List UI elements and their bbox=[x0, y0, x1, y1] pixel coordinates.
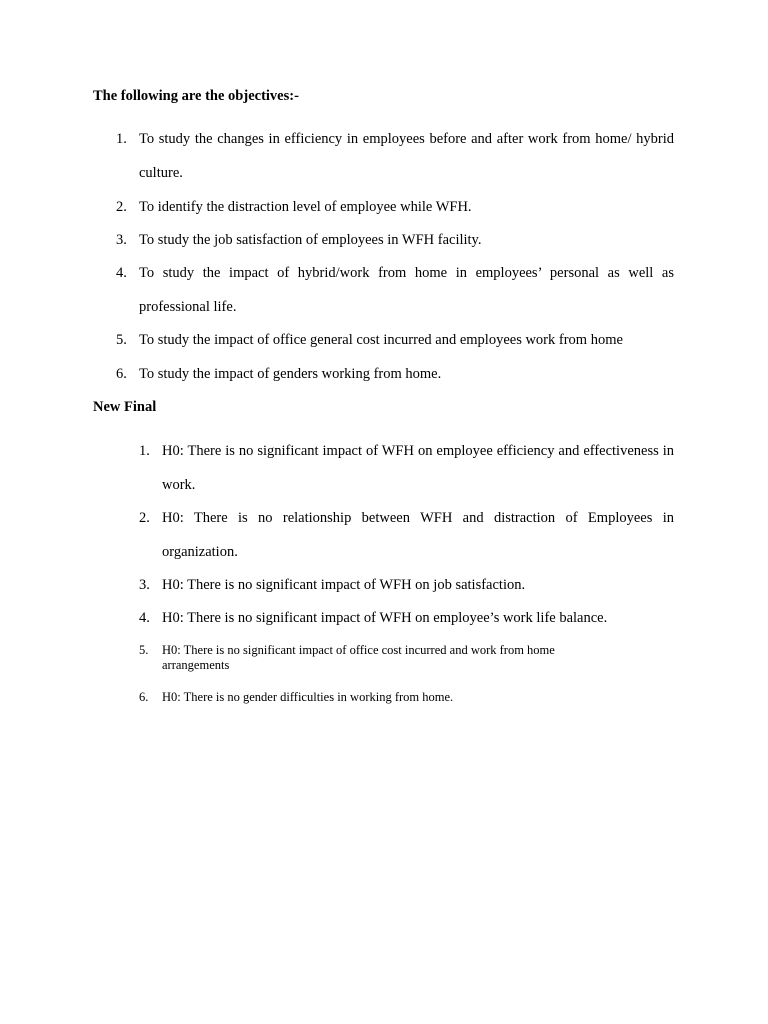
objective-item-2 bbox=[116, 190, 674, 224]
hypothesis-item-1 bbox=[139, 434, 674, 502]
objective-item-4 bbox=[116, 256, 674, 324]
list-text: H0: There is no significant impact of office cost incurred and work from home arrangements bbox=[162, 643, 555, 672]
list-number: 3. bbox=[116, 232, 127, 248]
objective-item-6 bbox=[116, 357, 674, 391]
list-number: 2. bbox=[139, 510, 150, 526]
list-text: To study the impact of genders working from home. bbox=[139, 366, 442, 382]
list-text: To study the job satisfaction of employees in WFH facility. bbox=[139, 232, 482, 248]
objectives-heading: The following are the objectives:- bbox=[93, 88, 299, 104]
list-number: 1. bbox=[116, 131, 127, 147]
list-text: To identify the distraction level of employee while WFH. bbox=[139, 199, 472, 215]
list-number: 2. bbox=[116, 199, 127, 215]
hypothesis-item-3 bbox=[139, 568, 674, 602]
list-text: To study the impact of office general cost incurred and employees work from home bbox=[139, 332, 623, 348]
list-text: To study the changes in efficiency in employees before and after work from home/ hybrid culture. bbox=[139, 131, 674, 181]
list-text: To study the impact of hybrid/work from home in employees’ personal as well as professional life. bbox=[139, 265, 674, 315]
list-text: H0: There is no significant impact of WFH on job satisfaction. bbox=[162, 577, 526, 593]
list-number: 4. bbox=[116, 265, 127, 281]
list-text: H0: There is no relationship between WFH and distraction of Employees in organization. bbox=[162, 510, 674, 560]
list-number: 5. bbox=[116, 332, 127, 348]
list-number: 3. bbox=[139, 577, 150, 593]
hypothesis-item-2 bbox=[139, 501, 674, 569]
list-text: H0: There is no significant impact of WFH on employee’s work life balance. bbox=[162, 610, 608, 626]
list-number: 4. bbox=[139, 610, 150, 626]
list-number: 5. bbox=[139, 643, 149, 657]
objective-item-5 bbox=[116, 323, 674, 357]
list-text: H0: There is no significant impact of WFH on employee efficiency and effectiveness in work. bbox=[162, 443, 674, 493]
hypothesis-item-6 bbox=[139, 690, 639, 706]
objective-item-1 bbox=[116, 122, 674, 190]
hypotheses-heading: New Final bbox=[93, 399, 157, 415]
list-number: 1. bbox=[139, 443, 150, 459]
list-text: H0: There is no gender difficulties in working from home. bbox=[162, 690, 454, 704]
hypothesis-item-4 bbox=[139, 601, 674, 635]
list-number: 6. bbox=[139, 690, 149, 704]
objective-item-3 bbox=[116, 223, 674, 257]
list-number: 6. bbox=[116, 366, 127, 382]
hypothesis-item-5 bbox=[139, 643, 639, 675]
